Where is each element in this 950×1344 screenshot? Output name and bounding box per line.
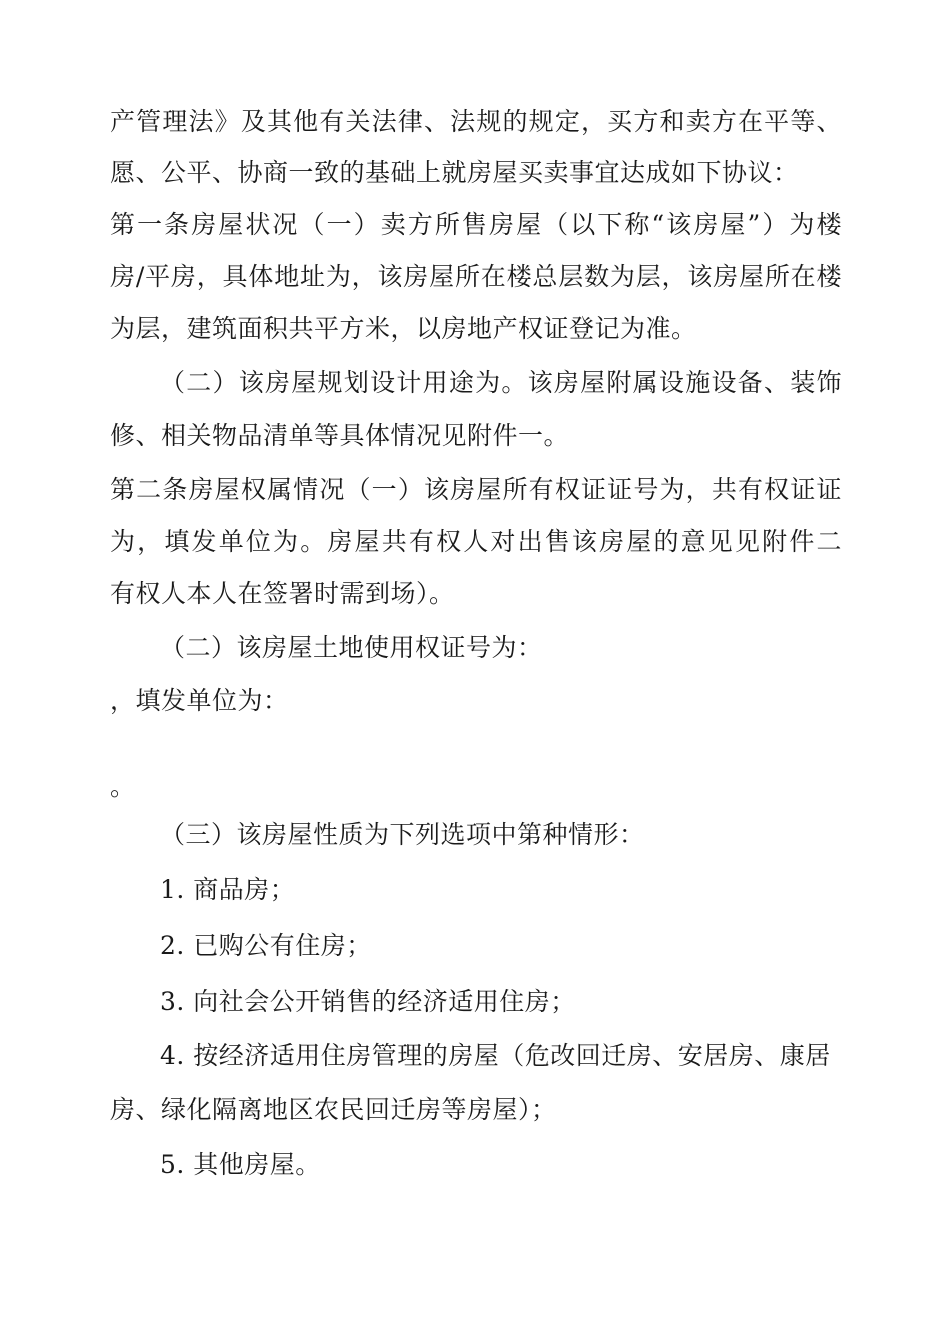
text-line: ，填发单位为： [110, 686, 289, 715]
list-item: 2. 已购公有住房； [160, 931, 372, 960]
text-line: 有权人本人在签署时需到场）。 [110, 579, 455, 608]
text-line: 第一条房屋状况（一）卖方所售房屋（以下称“该房屋”）为楼 [110, 210, 842, 239]
text-line: 第二条房屋权属情况（一）该房屋所有权证证号为，共有权证证 [110, 475, 842, 504]
list-item: 1. 商品房； [160, 875, 296, 904]
text-line: （二）该房屋土地使用权证号为： [160, 633, 543, 662]
list-item-continuation: 房、绿化隔离地区农民回迁房等房屋）； [110, 1095, 557, 1124]
text-line: 产管理法》及其他有关法律、法规的规定，买方和卖方在平等、 [110, 107, 842, 136]
text-line: 修、相关物品清单等具体情况见附件一。 [110, 421, 570, 450]
text-line: （二）该房屋规划设计用途为。该房屋附属设施设备、装饰 [160, 368, 842, 397]
list-item: 5. 其他房屋。 [160, 1150, 321, 1179]
text-line: 。 [110, 772, 136, 801]
text-line: 为层，建筑面积共平方米，以房地产权证登记为准。 [110, 314, 697, 343]
text-line: （三）该房屋性质为下列选项中第种情形： [160, 820, 645, 849]
text-line: 愿、公平、协商一致的基础上就房屋买卖事宜达成如下协议： [110, 158, 799, 187]
list-item: 4. 按经济适用住房管理的房屋（危改回迁房、安居房、康居 [160, 1041, 831, 1070]
text-line: 房/平房，具体地址为，该房屋所在楼总层数为层，该房屋所在楼 [110, 262, 842, 291]
text-line: 为，填发单位为。房屋共有权人对出售该房屋的意见见附件二 [110, 527, 842, 556]
list-item: 3. 向社会公开销售的经济适用住房； [160, 987, 576, 1016]
